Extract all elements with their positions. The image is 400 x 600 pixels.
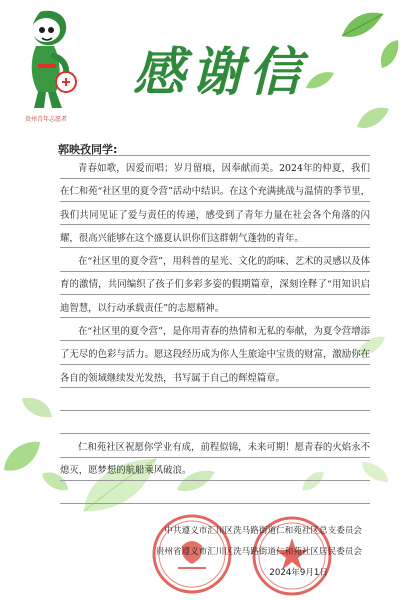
signature-org-2: 贵州省遵义市汇川区洗马路街道仁和苑社区居民委员会 <box>155 547 362 557</box>
leaf-decoration-icon <box>2 440 42 474</box>
letter-paragraph-4: 仁和苑社区祝愿你学业有成，前程似锦，未来可期！愿青春的火焰永不熄灭，愿梦想的航船乘风破浪。 <box>60 442 370 477</box>
letter-title: 感谢信 <box>132 42 307 103</box>
leaf-decoration-icon <box>355 105 391 131</box>
salutation: 郭映孜同学: <box>58 143 118 156</box>
signature-date: 2024年9月1日 <box>269 568 328 578</box>
leaf-decoration-icon <box>340 10 385 40</box>
signature-org-1: 中共遵义市汇川区洗马路街道仁和苑社区总支委员会 <box>164 526 362 536</box>
mascot-logo <box>12 8 82 118</box>
leaf-decoration-icon <box>378 40 400 70</box>
letter-paragraph-1: 青春如歌，因爱而唱；岁月留痕，因奉献而美。2024年的仲夏，我们在仁和苑“社区里的夏令营”活动中结识。在这个充满挑战与温情的季节里，我们共同见证了爱与责任的传递，感受到了青年力量在社会各个角落的闪耀，很高兴能够在这个盛夏认识你们这群朝气蓬勃的青年。 <box>60 163 370 244</box>
mascot-caption: 贵州青年志愿者 <box>24 116 67 123</box>
leaf-decoration-icon <box>20 395 54 419</box>
letter-paragraph-2: 在“社区里的夏令营”，用科普的星光、文化的韵味、艺术的灵感以及体育的激情，共同编织了孩子们多彩多姿的假期篇章，深刻诠释了“用知识启迪智慧，以行动承载责任”的志愿精神。 <box>60 256 370 314</box>
letter-paragraph-3: 在“社区里的夏令营”，是你用青春的热情和无私的奉献，为夏令营增添了无尽的色彩与活力。愿这段经历成为你人生旅途中宝贵的财富，激励你在各自的领域继续发光发热，书写属于自己的辉煌篇章。 <box>60 326 370 384</box>
